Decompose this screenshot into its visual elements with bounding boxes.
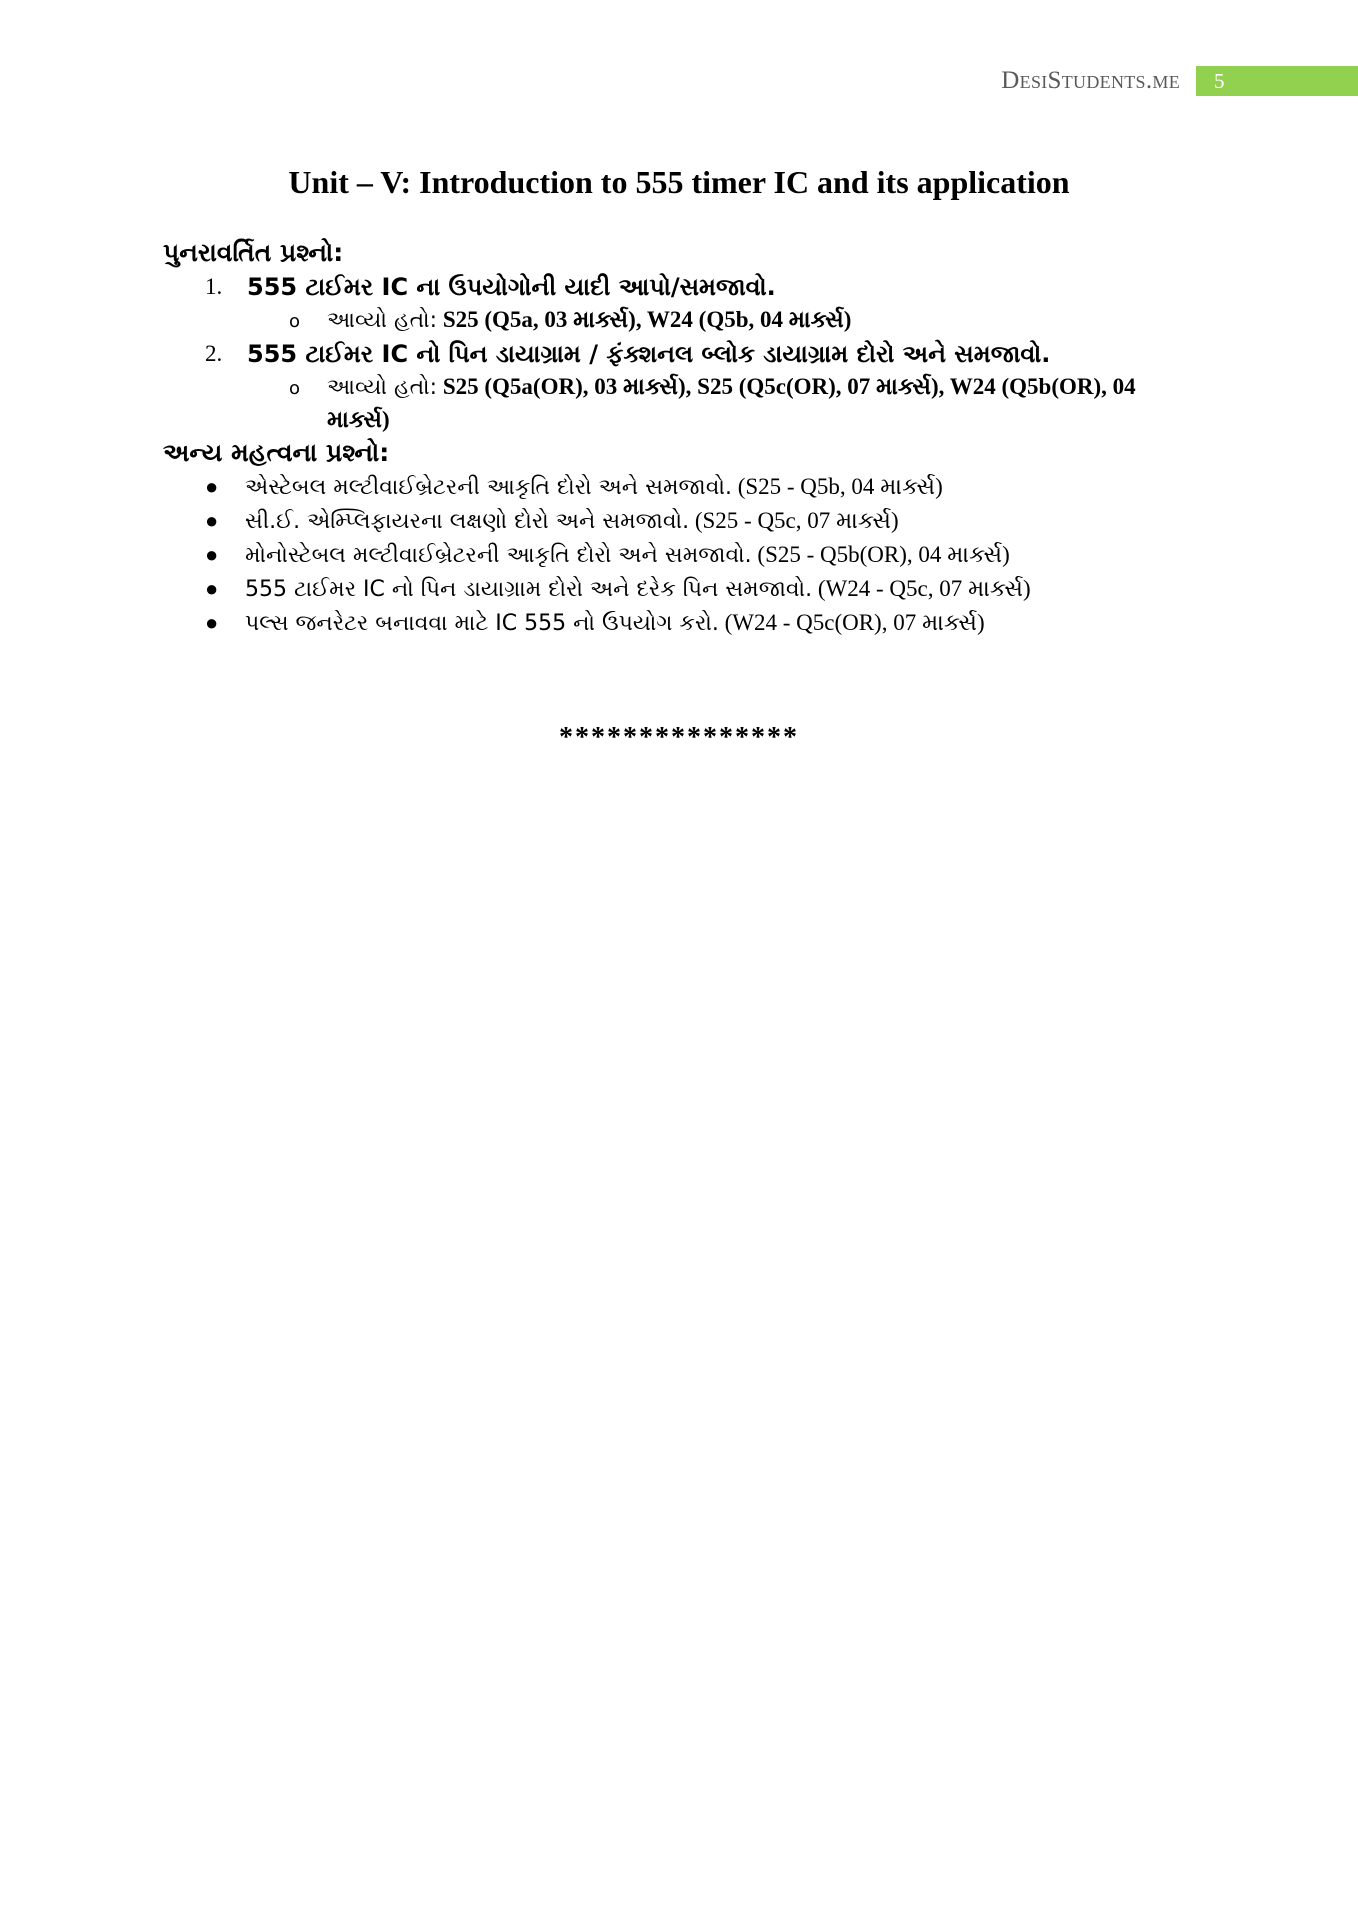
question-number: 1. [205, 274, 223, 299]
site-name: DesiStudents.me [1001, 67, 1180, 94]
exam-reference: (W24 - Q5c(OR), 07 માર્ક્સ) [724, 610, 985, 635]
bullet-dot-icon: ● [205, 508, 219, 533]
section-separator: *************** [559, 722, 799, 753]
question-text: 555 ટાઈમર IC નો પિન ડાયાગ્રામ / ફંક્શનલ બ્લોક ડાયાગ્રામ દોરો અને સમજાવો. [247, 340, 1051, 368]
question-text: એસ્ટેબલ મલ્ટીવાઈબ્રેટરની આકૃતિ દોરો અને સમજાવો. [245, 475, 732, 500]
exam-reference: (W24 - Q5c, 07 માર્ક્સ) [817, 576, 1031, 601]
circle-bullet-icon: o [289, 311, 301, 332]
exam-references: S25 (Q5a, 03 માર્ક્સ), W24 (Q5b, 04 માર્ક્સ) [442, 307, 852, 332]
question-text: પલ્સ જનરેટર બનાવવા માટે IC 555 નો ઉપયોગ કરો. [245, 611, 719, 636]
question-occurrence [247, 371, 1203, 436]
circle-bullet-icon: o [289, 378, 301, 399]
exam-reference: (S25 - Q5b(OR), 04 માર્ક્સ) [757, 542, 1010, 567]
bullet-dot-icon: ● [205, 610, 219, 635]
other-question [205, 538, 1203, 572]
page-number-badge: 5 [1196, 66, 1358, 96]
exam-references: S25 (Q5a(OR), 03 માર્ક્સ), S25 (Q5c(OR), 07 માર્ક્સ), W24 (Q5b(OR), 04 માર્ક્સ) [327, 374, 1136, 432]
question-occurrence [247, 304, 1203, 337]
question-number: 2. [205, 341, 223, 366]
question-text: સી.ઈ. એમ્પ્લિફાયરના લક્ષણો દોરો અને સમજાવો. [245, 509, 690, 534]
bullet-dot-icon: ● [205, 474, 219, 499]
other-question [205, 572, 1203, 606]
asked-label: આવ્યો હતો: [327, 375, 438, 400]
bullet-dot-icon: ● [205, 542, 219, 567]
other-question [205, 606, 1203, 640]
other-questions-heading: અન્ય મહત્વના પ્રશ્નો: [163, 438, 390, 467]
page-header [1001, 66, 1358, 96]
exam-reference: (S25 - Q5b, 04 માર્ક્સ) [737, 474, 943, 499]
asked-label: આવ્યો હતો: [327, 308, 438, 333]
question-text: મોનોસ્ટેબલ મલ્ટીવાઈબ્રેટરની આકૃતિ દોરો અને સમજાવો. [245, 543, 752, 568]
other-questions-list [163, 470, 1203, 640]
other-question [205, 504, 1203, 538]
exam-reference: (S25 - Q5c, 07 માર્ક્સ) [694, 508, 899, 533]
repeated-question [205, 337, 1203, 436]
question-text: 555 ટાઈમર IC નો પિન ડાયાગ્રામ દોરો અને દરેક પિન સમજાવો. [245, 577, 813, 602]
repeated-questions-heading: પુનરાવર્તિત પ્રશ્નો: [163, 238, 344, 267]
other-question [205, 470, 1203, 504]
repeated-questions-list [163, 270, 1203, 436]
repeated-question [205, 270, 1203, 337]
bullet-dot-icon: ● [205, 576, 219, 601]
question-text: 555 ટાઈમર IC ના ઉપયોગોની યાદી આપો/સમજાવો. [247, 273, 776, 301]
page-title: Unit – V: Introduction to 555 timer IC and its application [288, 164, 1070, 200]
document-body [163, 236, 1203, 640]
